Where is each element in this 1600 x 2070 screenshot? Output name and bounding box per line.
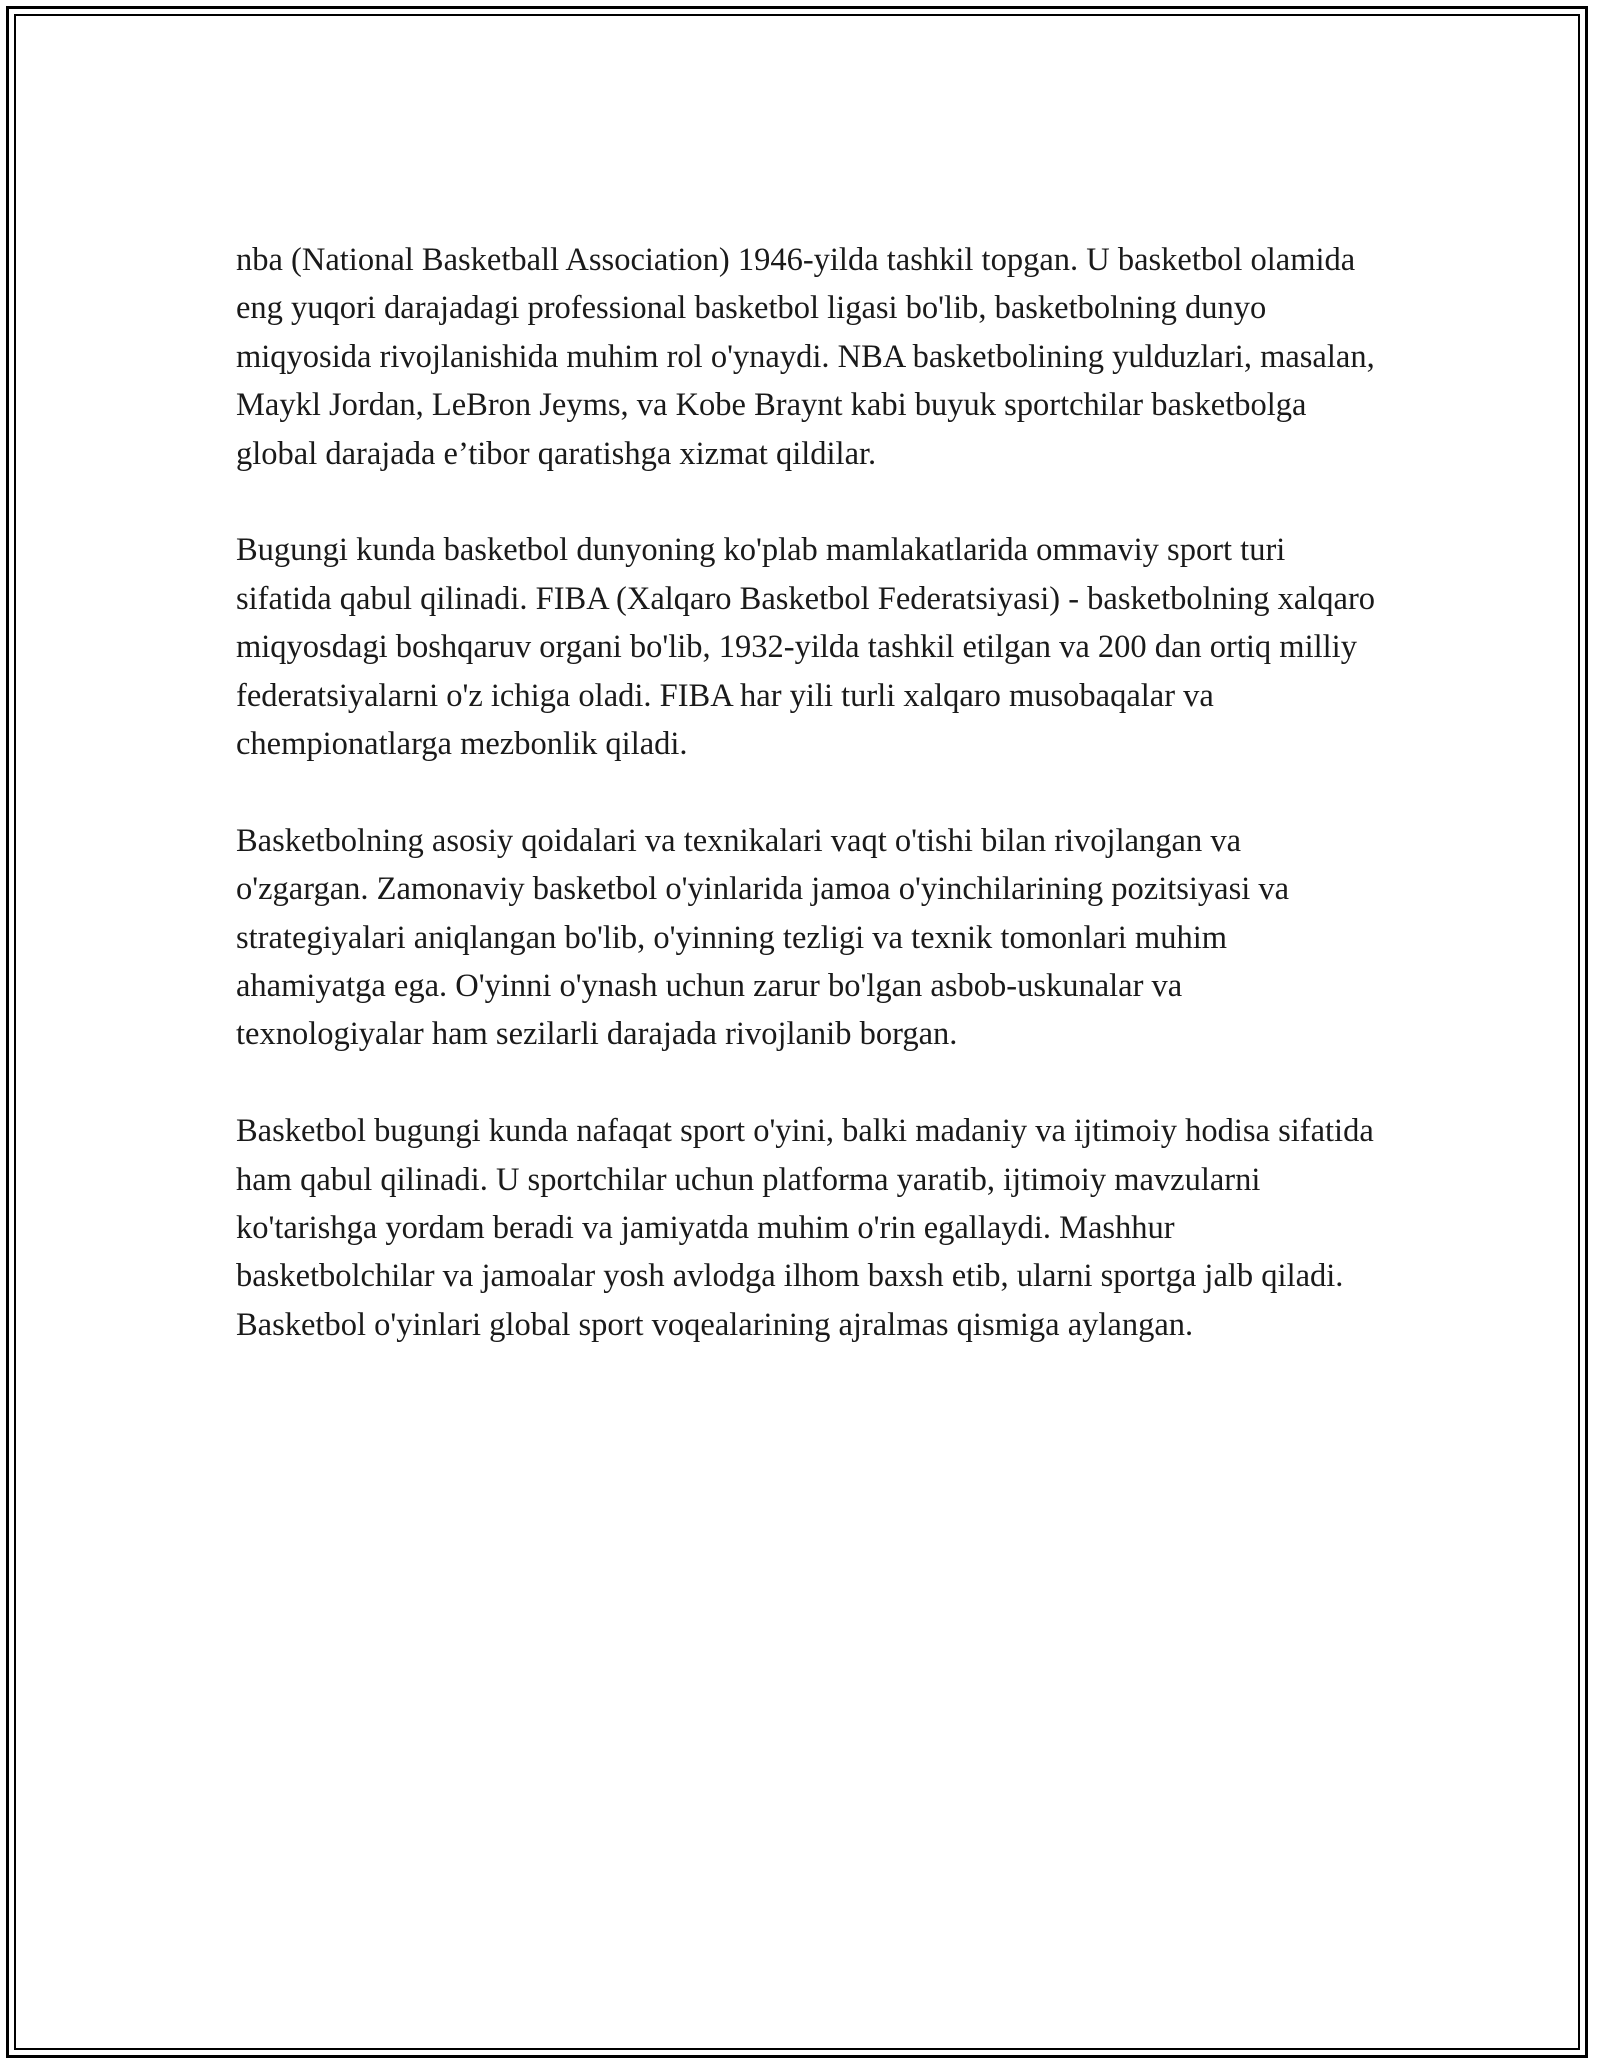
paragraph-4: Basketbol bugungi kunda nafaqat sport o'yini, balki madaniy va ijtimoiy hodisa sifatida ham qabul qilinadi. U sportchilar uchun platforma yaratib, ijtimoiy mavzularni ko'tarishga yordam beradi va jamiyatda muhim o'rin egallaydi. Mashhur basketbolchilar va jamoalar yosh avlodga ilhom baxsh etib, ularni sportga jalb qiladi. Basketbol o'yinlari global sport voqealarining ajralmas qismiga aylangan. <box>236 1113 1374 1343</box>
paragraph-2: Bugungi kunda basketbol dunyoning ko'plab mamlakatlarida ommaviy sport turi sifatida qabul qilinadi. FIBA (Xalqaro Basketbol Federatsiyasi) - basketbolning xalqaro miqyosdagi boshqaruv organi bo'lib, 1932-yilda tashkil etilgan va 200 dan ortiq milliy federatsiyalarni o'z ichiga oladi. FIBA har yili turli xalqaro musobaqalar va chempionatlarga mezbonlik qiladi. <box>236 532 1376 763</box>
paragraph-3: Basketbolning asosiy qoidalari va texnikalari vaqt o'tishi bilan rivojlangan va o'zgargan. Zamonaviy basketbol o'yinlarida jamoa o'yinchilarining pozitsiyasi va strategiyalari aniqlangan bo'lib, o'yinning tezligi va texnik tomonlari muhim ahamiyatga ega. O'yinni o'ynash uchun zarur bo'lgan asbob-uskunalar va texnologiyalar ham sezilarli darajada rivojlanib borgan. <box>236 822 1290 1053</box>
document-body <box>236 236 1376 1349</box>
paragraph-1: nba (National Basketball Association) 1946-yilda tashkil topgan. U basketbol olamida eng yuqori darajadagi professional basketbol ligasi bo'lib, basketbolning dunyo miqyosida rivojlanishida muhim rol o'ynaydi. NBA basketbolining yulduzlari, masalan, Maykl Jordan, LeBron Jeyms, va Kobe Braynt kabi buyuk sportchilar basketbolga global darajada e’tibor qaratishga xizmat qildilar. <box>236 242 1375 472</box>
